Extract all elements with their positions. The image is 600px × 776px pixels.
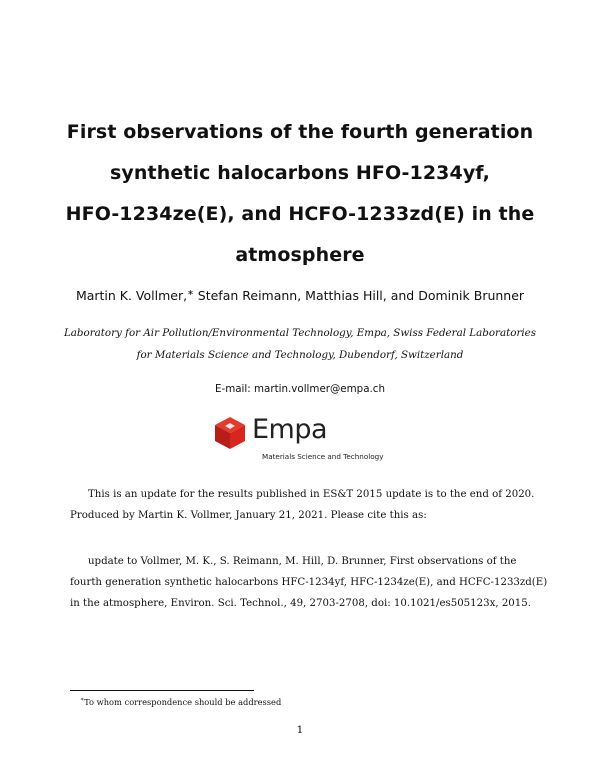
title-line: atmosphere (235, 244, 365, 266)
footnote-mark: ∗ (80, 696, 85, 703)
paragraph-line: Produced by Martin K. Vollmer, January 21, 2021. Please cite this as: (70, 510, 427, 521)
corresponding-author-mark: ∗ (187, 288, 194, 297)
co-authors: Stefan Reimann, Matthias Hill, and Dominik Brunner (193, 288, 525, 304)
logo-wordmark: Empa (252, 414, 328, 445)
affiliation (50, 322, 550, 366)
update-note-paragraph (70, 484, 535, 526)
author-list (40, 288, 560, 303)
footnote-text: To whom correspondence should be addressed (84, 696, 282, 707)
empa-logo (214, 414, 394, 464)
empa-cube-icon (214, 416, 246, 450)
title-line: synthetic halocarbons HFO-1234yf, (110, 162, 490, 184)
paragraph-line: in the atmosphere, Environ. Sci. Technol., 49, 2703-2708, doi: 10.1021/es505123x, 2015. (70, 598, 531, 609)
paragraph-line: fourth generation synthetic halocarbons HFC-1234yf, HFC-1234ze(E), and HCFC-1233zd(E) (70, 577, 548, 588)
affiliation-line: Laboratory for Air Pollution/Environmental Technology, Empa, Swiss Federal Laboratories (63, 327, 537, 339)
paragraph-line: update to Vollmer, M. K., S. Reimann, M. Hill, D. Brunner, First observations of the (88, 556, 517, 567)
title-line: HFO-1234ze(E), and HCFO-1233zd(E) in the (65, 203, 535, 225)
footnote-rule (70, 690, 254, 691)
email-address: E-mail: martin.vollmer@empa.ch (215, 383, 385, 395)
citation-paragraph (70, 551, 548, 614)
footnote (80, 696, 281, 707)
paragraph-line: This is an update for the results published in ES&T 2015 update is to the end of 2020. (88, 489, 535, 500)
paper-title (60, 112, 540, 276)
affiliation-line: for Materials Science and Technology, Dubendorf, Switzerland (136, 349, 464, 361)
page-number: 1 (296, 724, 304, 736)
title-line: First observations of the fourth generation (66, 121, 534, 143)
logo-subtitle: Materials Science and Technology (262, 452, 384, 461)
first-author: Martin K. Vollmer, (75, 288, 188, 304)
